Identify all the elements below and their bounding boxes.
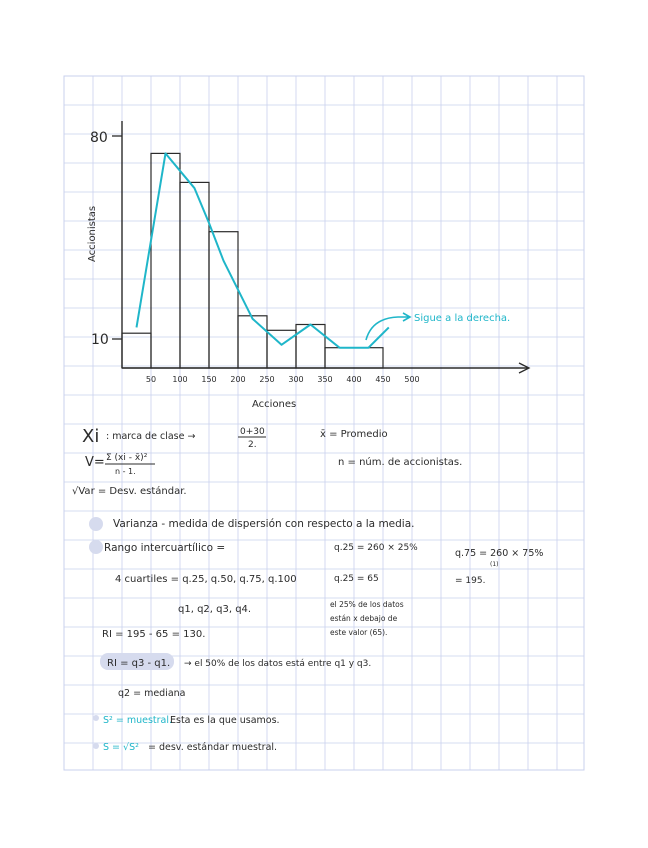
pct25-line-1: el 25% de los datos [330,600,404,609]
ri-description: → el 50% de los datos está entre q1 y q3. [184,659,372,669]
x-tick-label: 250 [259,375,275,384]
x-tick-label: 400 [346,375,362,384]
q75-line-1: q.75 = 260 × 75% [455,548,544,559]
notes [72,426,543,753]
bullet-rango [89,540,103,554]
bullet-s [93,743,99,749]
y-tick-label-10: 10 [91,332,109,348]
x-tick-label: 350 [317,375,333,384]
variance-prefix: V= [85,455,105,470]
q75-subscript: (1) [490,561,499,568]
s-definition: = desv. estándar muestral. [148,742,278,753]
x-tick-label: 300 [288,375,304,384]
histogram-bar [238,316,267,368]
q75-line-2: = 195. [455,576,486,586]
bullet-s2 [93,715,99,721]
x-tick-label: 500 [404,375,420,384]
histogram-chart [87,121,529,410]
annotation-label: Sigue a la derecha. [414,313,511,324]
x-axis-label: Acciones [252,399,297,410]
pct25-line-3: este valor (65). [330,628,388,637]
s2-label: S² = muestral. [103,715,173,726]
xi-fraction-num: 0+30 [240,427,265,437]
y-tick-label-80: 80 [90,130,108,146]
q25-line-1: q.25 = 260 × 25% [334,543,418,553]
q25-line-2: q.25 = 65 [334,574,379,584]
s-label: S = √S² [103,742,139,753]
xi-symbol: Xi [82,426,100,447]
bullet-varianza [89,517,103,531]
varianza-definition: Varianza - medida de dispersión con respecto a la media. [113,518,415,530]
sqrt-var-definition: √Var = Desv. estándar. [72,486,187,497]
ri-definition: RI = q3 - q1. [107,658,171,669]
x-tick-labels [146,375,420,384]
frequency-polygon [137,153,389,347]
x-tick-label: 100 [172,375,188,384]
histogram-bar [151,153,180,368]
chart-axes [112,121,529,373]
x-tick-label: 150 [201,375,217,384]
pct25-line-2: están x debajo de [330,614,398,623]
cuartiles: 4 cuartiles = q.25, q.50, q.75, q.100 [115,574,297,585]
xi-fraction-den: 2. [248,440,257,450]
q2-mediana: q2 = mediana [118,688,186,699]
quartile-symbols: q1, q2, q3, q4. [178,604,252,615]
rango-intercuartilico: Rango intercuartílico = [104,542,226,554]
annotation-arrow [366,313,410,340]
xbar-definition: x̄ = Promedio [320,429,388,440]
x-tick-label: 450 [375,375,391,384]
histogram-bars [122,153,383,368]
histogram-bar [122,333,151,368]
x-tick-label: 50 [145,375,157,384]
histogram-bar [209,232,238,368]
variance-denominator: n - 1. [115,467,136,476]
xi-definition: : marca de clase → [106,431,196,442]
s2-usage: Esta es la que usamos. [170,715,280,726]
x-tick-label: 200 [230,375,246,384]
y-axis-label: Accionistas [87,205,98,262]
n-definition: n = núm. de accionistas. [338,457,463,468]
ri-calculation: RI = 195 - 65 = 130. [102,629,206,640]
variance-numerator: Σ (xi - x̄)² [106,453,148,463]
